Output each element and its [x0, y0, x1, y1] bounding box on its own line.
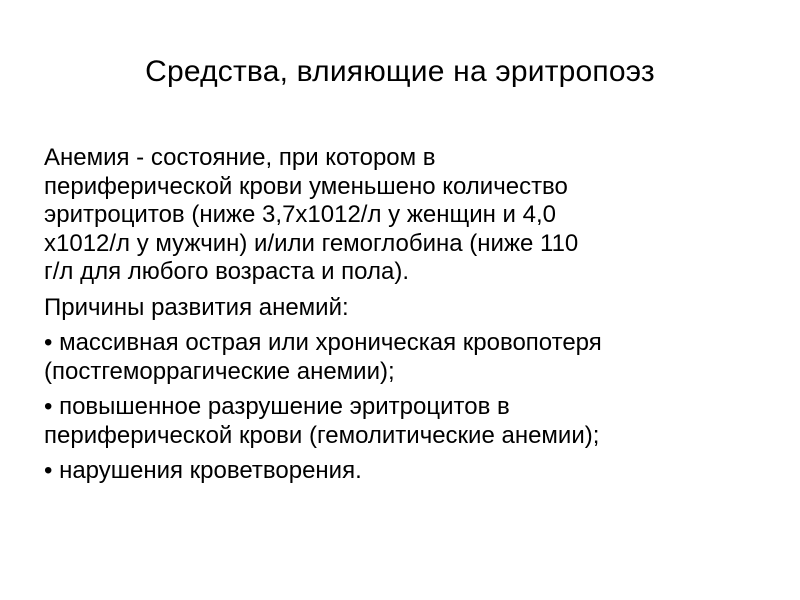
cause-bullet-hemolysis — [44, 393, 764, 450]
slide-body — [44, 144, 764, 493]
text-line: • нарушения кроветворения. — [44, 457, 362, 484]
cause-bullet-hematopoiesis — [44, 457, 764, 486]
text-line: • повышенное разрушение эритроцитов в — [44, 393, 510, 420]
text-line: х1012/л у мужчин) и/или гемоглобина (ниже 110 — [44, 229, 579, 257]
text-line: г/л для любого возраста и пола). — [44, 258, 410, 285]
text-line: эритроцитов (ниже 3,7х1012/л у женщин и 4,0 — [44, 201, 556, 228]
cause-bullet-blood-loss — [44, 329, 764, 386]
text-line: периферической крови (гемолитические анемии); — [44, 421, 600, 449]
text-line: (постгеморрагические анемии); — [44, 357, 395, 385]
slide-title: Средства, влияющие на эритропоэз — [145, 55, 655, 88]
text-line: Причины развития анемий: — [44, 293, 349, 321]
text-line: • массивная острая или хроническая кровопотеря — [44, 329, 602, 356]
text-line: Анемия - состояние, при котором в — [44, 144, 436, 171]
text-line: периферической крови уменьшено количество — [44, 172, 568, 200]
anemia-definition-paragraph — [44, 144, 764, 287]
causes-heading-paragraph — [44, 294, 764, 323]
